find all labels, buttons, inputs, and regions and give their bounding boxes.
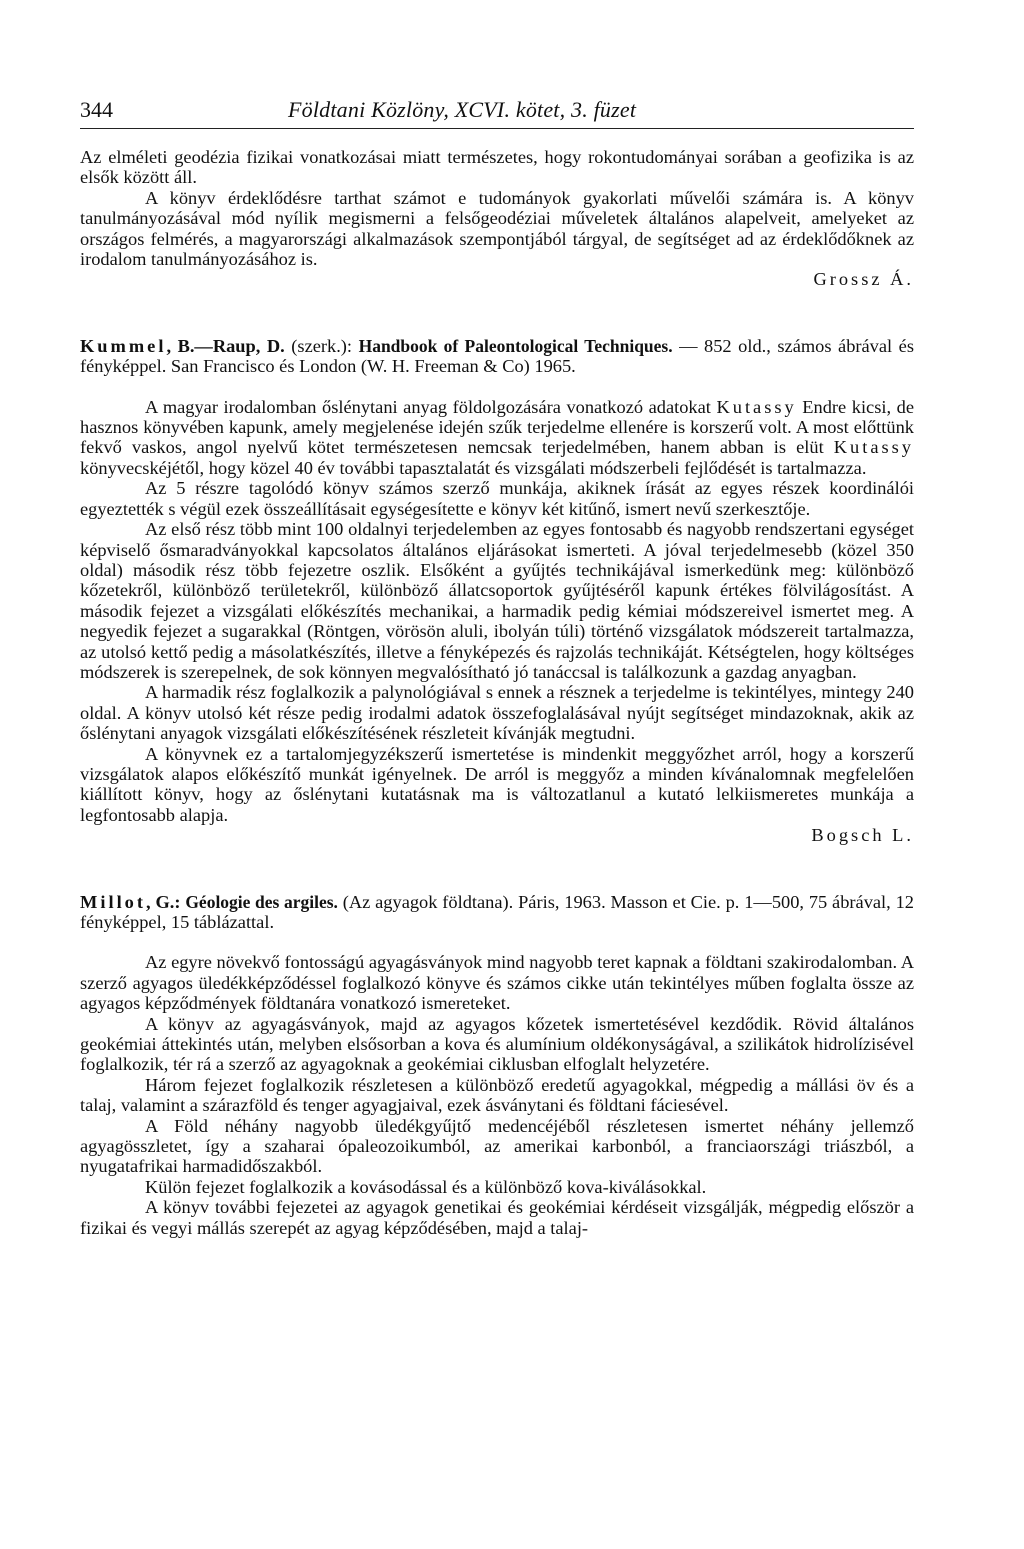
- second-review-editor-note: (szerk.):: [284, 335, 359, 356]
- third-review-author-rest: , G.:: [146, 891, 186, 912]
- second-review-paragraph-2: Az 5 részre tagolódó könyv számos szerző munkája, akiknek írását az egyes részek koordinálói egyeztették s végül ezek összeállításait egységesítette e könyv két kitűnő, ismert nevű szerkesztője.: [80, 478, 914, 519]
- second-review-header: [80, 336, 914, 377]
- page-number: 344: [80, 97, 113, 122]
- second-review-paragraph-3: Az első rész több mint 100 oldalnyi terjedelemben az egyes fontosabb és nagyobb rendszertani egységet képviselő ősmaradványokkal kapcsolatos általános eljárásokat ismerteti. A jóval terjedelmesebb (közel 350 oldal) második rész több fejezetre oszlik. Elsőként a gyűjtés technikájával ismerkedünk meg: különböző kőzetekről, különböző területekről, különböző állatcsoportok gyűjtéséről kapunk értékes fölvilágosítást. A második fejezet a vizsgálati előkészítés mechanikai, a harmadik pedig kémiai módszereivel ismertet meg. A negyedik fejezet a sugarakkal (Röntgen, vörösön aluli, ibolyán túli) történő vizsgálatok módszereit tartalmazza, az utolsó kettő pedig a másolatkészítés, illetve a fényképezés és rajzolás technikáját. Kétségtelen, hogy költséges módszerek is szerepelnek, de sok könnyen megvalósítható jó tanáccsal is találkozunk a gazdag anyagban.: [80, 519, 914, 682]
- page-content: [80, 147, 914, 1238]
- second-review-paragraph-1: [80, 397, 914, 479]
- third-review-paragraph-4: A Föld néhány nagyobb üledékgyűjtő medencéjéből részletesen ismertet néhány jellemző agyagösszletet, így a szaharai ópaleozoikumból, az amerikai karbonból, a franciaországi triászból, a nyugatafrikai harmadidőszakból.: [80, 1115, 914, 1177]
- second-review-p1-before-name: A magyar irodalomban őslénytani anyag földolgozására vonatkozó adatokat: [145, 396, 717, 417]
- third-review-paragraph-3: Három fejezet foglalkozik részletesen a különböző eredetű agyagokkal, mégpedig a mállási öv és a talaj, valamint a szárazföld és tenger agyagjaival, ezek ásványtani és földtani fáciesével.: [80, 1074, 914, 1116]
- third-review-header-tail: (Az agyagok földtana). Páris, 1963. Masson et Cie. p. 1—500, 75 ábrával, 12 fényképpel, 15 táblázattal.: [80, 891, 914, 932]
- second-review-signature: Bogsch L.: [811, 825, 914, 846]
- third-review-paragraph-2: A könyv az agyagásványok, majd az agyagos kőzetek ismertetésével kezdődik. Rövid általános geokémiai áttekintés után, melyben elsősorban a kova és alumínium oldékonyságával, a szilikátok hidrolízisével foglalkozik, tér rá a szerző az agyagoknak a geokémiai ciklusban elfoglalt helyzetére.: [80, 1013, 914, 1075]
- running-head: [80, 90, 914, 129]
- third-review-paragraph-1: Az egyre növekvő fontosságú agyagásványok mind nagyobb teret kapnak a földtani szakirodalomban. A szerző agyagos üledékképződéssel foglalkozó könyve és számos cikke után tekintélyes műben foglalta össze az agyagos képződmények földtanára vonatkozó ismereteket.: [80, 952, 914, 1014]
- section-spacer: [80, 290, 914, 336]
- third-review-paragraph-5: Külön fejezet foglalkozik a kovásodással és a különböző kova-kiválásokkal.: [145, 1176, 707, 1197]
- second-review-title: Handbook of Paleontological Techniques.: [358, 335, 673, 356]
- third-review-author-spaced: Millot: [80, 891, 147, 912]
- journal-page: [80, 90, 914, 1238]
- third-review-header: [80, 892, 914, 933]
- third-review-paragraph-6: A könyv további fejezetei az agyagok genetikai és geokémiai kérdéseit vizsgálják, mégpedig először a fizikai és vegyi mállás szerepét az agyag képződésében, majd a talaj-: [80, 1197, 914, 1238]
- journal-title: Földtani Közlöny, XCVI. kötet, 3. füzet: [288, 97, 637, 122]
- header-spacer: [80, 377, 914, 397]
- first-review-paragraph-2: A könyv érdeklődésre tarthat számot e tudományok gyakorlati művelői számára is. A könyv tanulmányozásával mód nyílik megismerni a felsőgeodéziai műveletek általános alapelveit, amelyeket az országos felmérés, a magyarországi alkalmazások szempontjából tárgyal, de segítséget ad az érdeklődőknek az irodalom tanulmányozásához is.: [80, 187, 914, 270]
- second-review-p1-name-2: Kutassy: [833, 437, 914, 458]
- second-review-paragraph-5: A könyvnek ez a tartalomjegyzékszerű ismertetése is mindenkit meggyőzhet arról, hogy a korszerű vizsgálatok alapos előkészítő munkát igényelnek. De arról is meggyőz a minden kívánalomnak megfelelően kiállított könyv, hogy az őslénytani kutatásnak ma is változatlanul a kutató lelkiismeretes munkája a legfontosabb alapja.: [80, 743, 914, 825]
- second-review-p1-name-1: Kutassy: [716, 396, 797, 417]
- second-review-p1-after-name: könyvecskéjétől, hogy közel 40 év további tapasztalatát és vizsgálati módszerbeli fejlődését is tartalmazza.: [80, 457, 867, 478]
- second-review-author-rest: , B.—Raup, D.: [166, 335, 285, 356]
- second-review-p1-middle: Endre kicsi, de hasznos könyvében kapunk, amely megjelenése idején szűk terjedelme ellenére is korszerű volt. A most előttünk fekvő vaskos, angol nyelvű kötet természetesen nemcsak terjedelmében, hanem abban is elüt: [80, 396, 915, 458]
- section-spacer: [80, 846, 914, 892]
- second-review-author-spaced: Kummel: [80, 335, 167, 356]
- second-review-header-tail: — 852 old., számos ábrával és fényképpel. San Francisco és London (W. H. Freeman & Co) 1965.: [80, 335, 914, 377]
- second-review-paragraph-4: A harmadik rész foglalkozik a palynológiával s ennek a résznek a terjedelme is tekintélyes, mintegy 240 oldal. A könyv utolsó két része pedig irodalmi adatok összefoglalásával nyújt segítséget mindazoknak, akik az őslénytani anyagok vizsgálati előkészítésének részleteit kívánják megtudni.: [80, 682, 914, 744]
- header-spacer: [80, 932, 914, 952]
- first-review-signature: Grossz Á.: [813, 269, 914, 290]
- first-review-paragraph-1: Az elméleti geodézia fizikai vonatkozásai miatt természetes, hogy rokontudományai sorában a geofizika is az elsők között áll.: [80, 147, 914, 188]
- third-review-title: Géologie des argiles.: [185, 891, 338, 912]
